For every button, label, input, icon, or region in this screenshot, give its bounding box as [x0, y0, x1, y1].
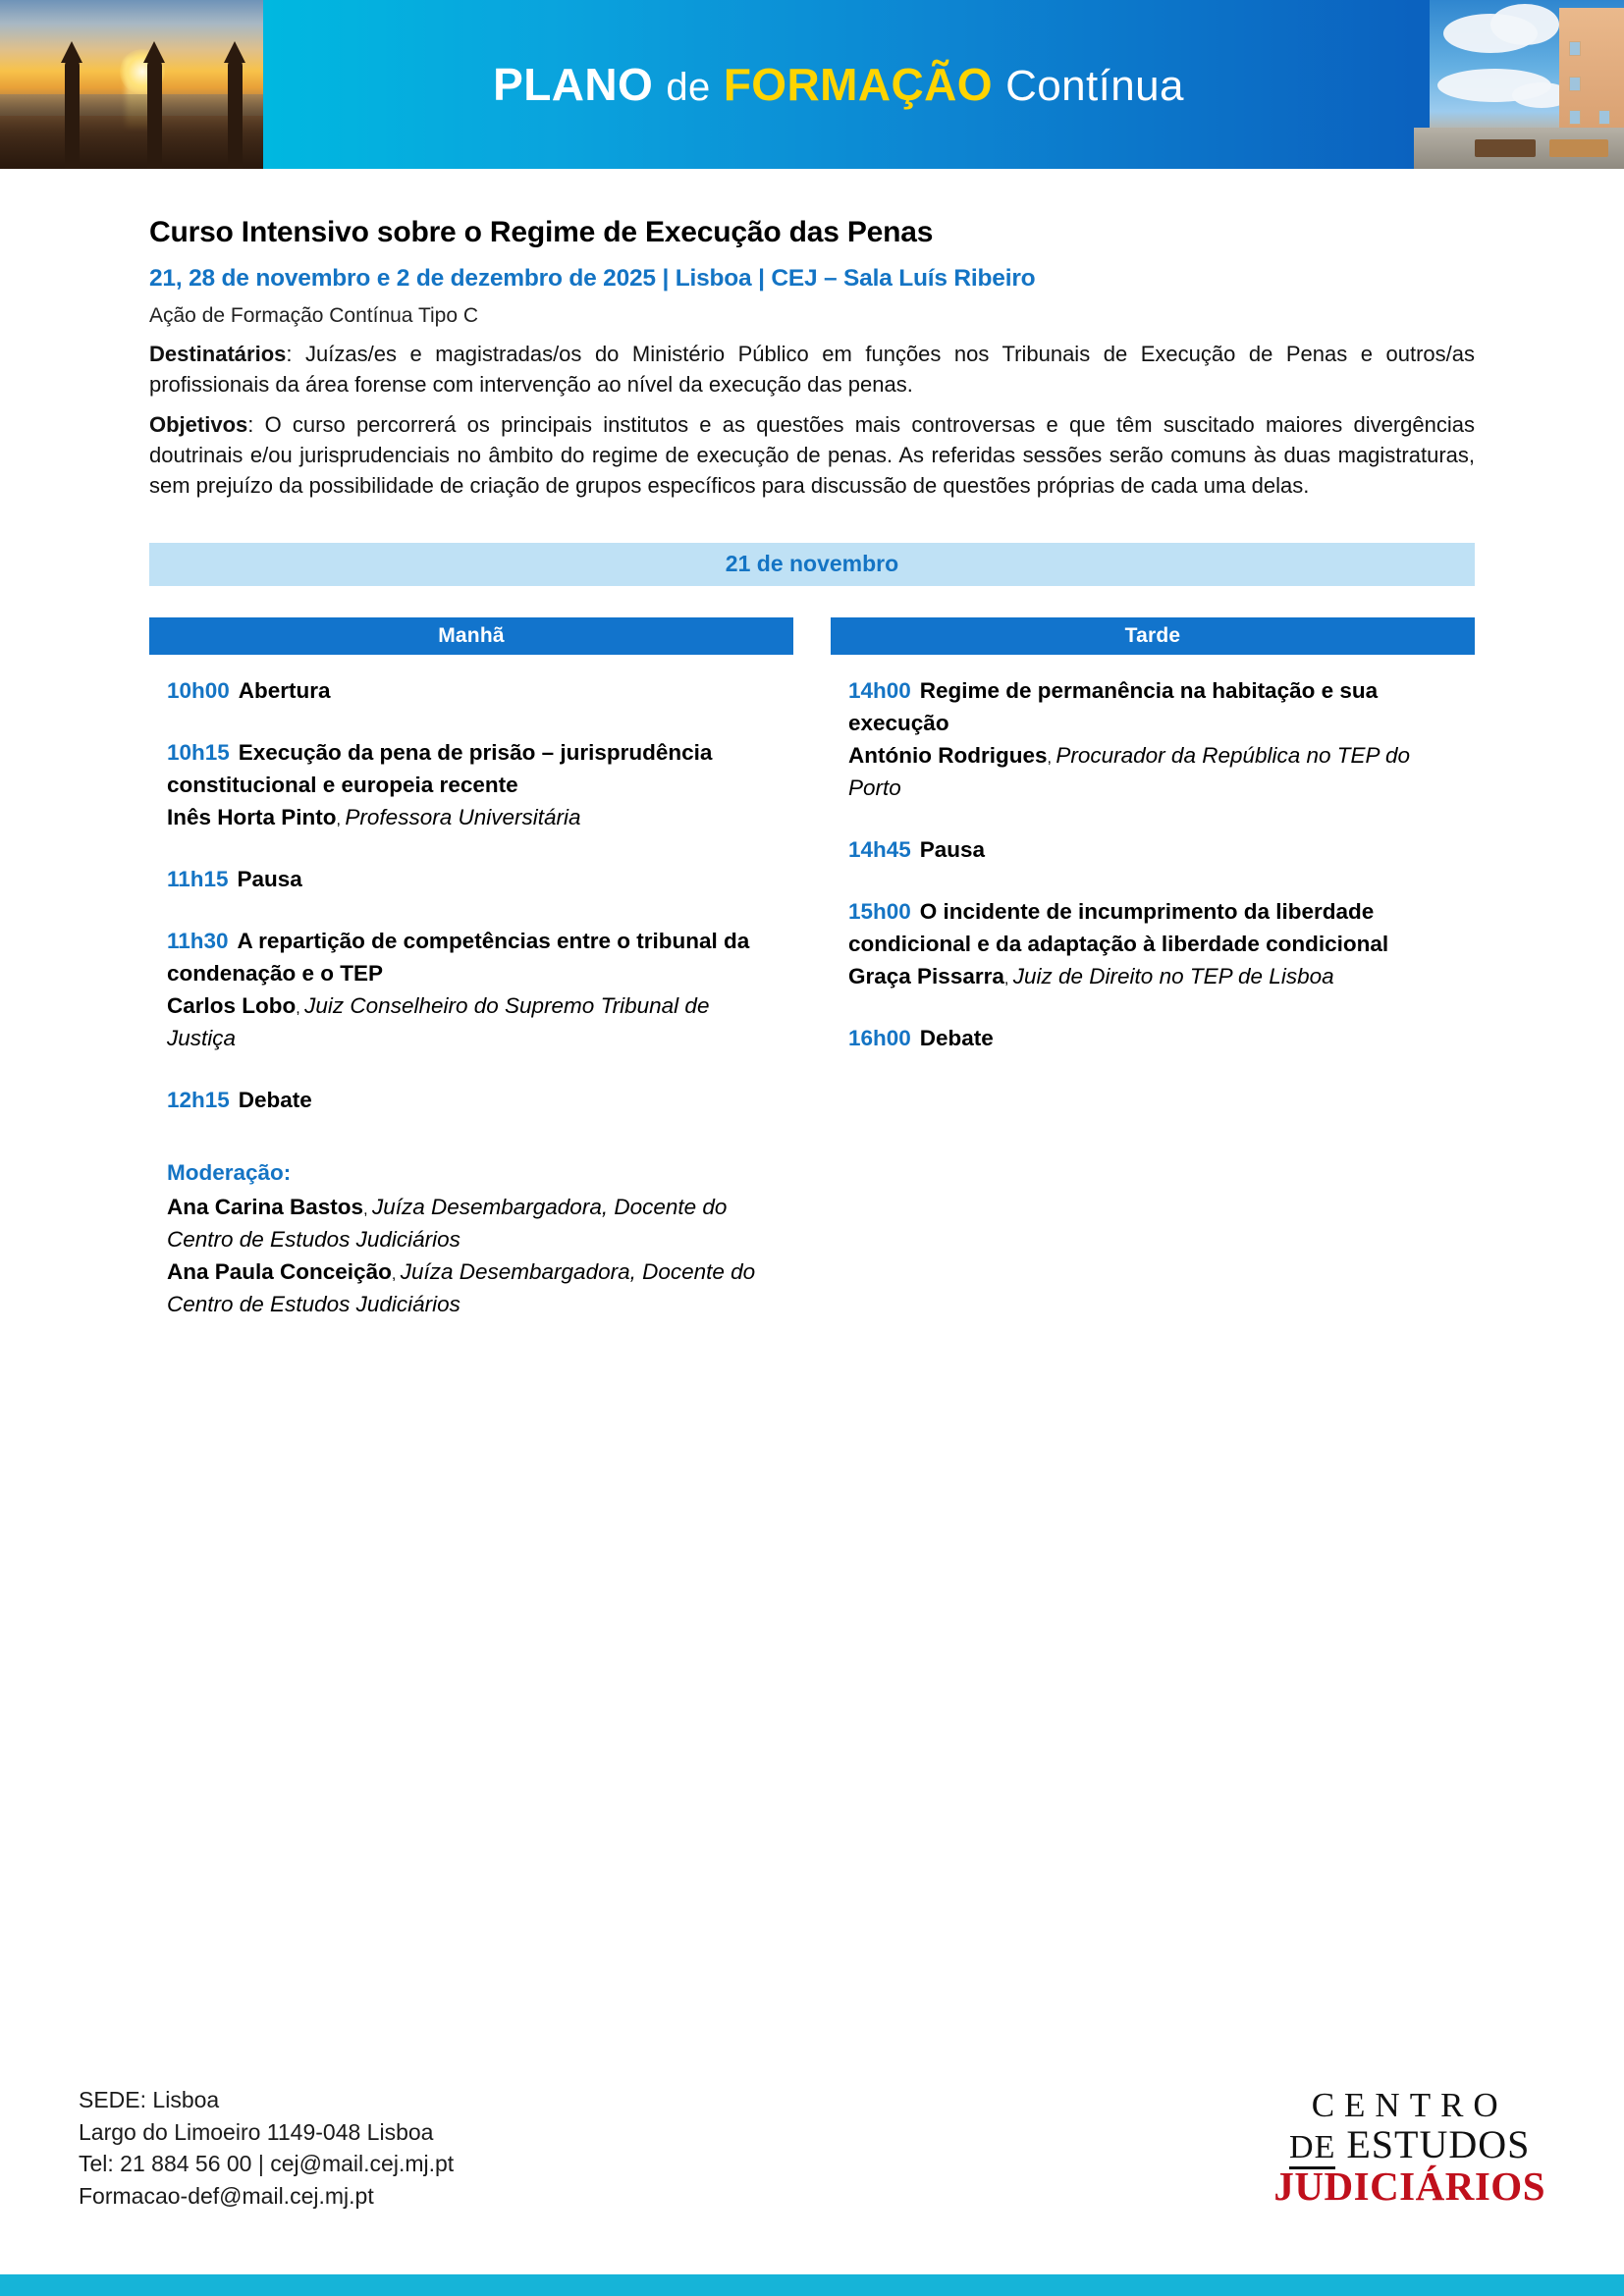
bench-decor: [1549, 139, 1608, 157]
date-band-label: 21 de novembro: [725, 551, 899, 577]
entry-title: O incidente de incumprimento da liberdade condicional e da adaptação à liberdade condicional: [848, 899, 1389, 957]
railing-spike: [147, 59, 162, 169]
entry-time: 15h00: [848, 899, 911, 925]
entry-title: Pausa: [919, 837, 985, 863]
window-decor: [1569, 41, 1581, 56]
schedule-columns: [149, 617, 1475, 1320]
banner-word-formacao: FORMAÇÃO: [723, 59, 993, 110]
window-decor: [1569, 77, 1581, 91]
logo-word-estudos: ESTUDOS: [1346, 2121, 1531, 2166]
column-body-manha: [149, 655, 793, 1320]
document-content: [0, 169, 1624, 1320]
entry-speaker: Carlos Lobo: [167, 993, 297, 1019]
moderator-name: Ana Paula Conceição: [167, 1258, 392, 1284]
entry-role: Juiz Conselheiro do Supremo Tribunal de Justiça: [167, 993, 710, 1051]
banner-title: [493, 58, 1184, 111]
entry-role: Procurador da República no TEP do Porto: [848, 743, 1411, 801]
destinatarios-label: Destinatários: [149, 341, 287, 366]
entry-title: Debate: [919, 1026, 994, 1051]
cloud-decor: [1490, 4, 1559, 45]
entry-speaker: Graça Pissarra: [848, 964, 1004, 989]
entry-role: Professora Universitária: [345, 805, 581, 830]
banner-title-area: [263, 0, 1414, 169]
moderator: Ana Paula Conceição, Juíza Desembargadora, Docente do Centro de Estudos Judiciários: [167, 1258, 756, 1316]
entry-time: 14h45: [848, 837, 911, 863]
schedule-entry: 10h15 Execução da pena de prisão – jurisprudência constitucional e europeia recente Inês Horta Pinto, Professora Universitária: [167, 739, 713, 830]
destinatarios-paragraph: [149, 339, 1475, 400]
cej-logo: [1273, 2084, 1545, 2208]
entry-time: 10h00: [167, 677, 230, 703]
entry-time: 11h30: [167, 929, 229, 954]
entry-role: Juiz de Direito no TEP de Lisboa: [1012, 964, 1334, 989]
entry-time: 14h00: [848, 677, 911, 703]
banner-word-plano: PLANO: [493, 59, 654, 110]
entry-title: Execução da pena de prisão – jurisprudência constitucional e europeia recente: [167, 739, 713, 798]
railing-spike: [65, 59, 80, 169]
objetivos-label: Objetivos: [149, 411, 248, 437]
logo-line-centro: CENTRO: [1311, 2086, 1508, 2124]
course-meta: 21, 28 de novembro e 2 de dezembro de 2025 | Lisboa | CEJ – Sala Luís Ribeiro: [149, 264, 1036, 292]
logo-line-judiciarios: JUDICIÁRIOS: [1273, 2163, 1545, 2209]
entry-title: Regime de permanência na habitação e sua execução: [848, 677, 1379, 735]
schedule-column-tarde: [831, 617, 1475, 1320]
schedule-entry: [167, 1084, 776, 1116]
footer-line: SEDE: Lisboa: [79, 2087, 220, 2112]
schedule-entry: [167, 863, 776, 895]
window-decor: [1598, 110, 1610, 125]
footer-contact-info: [79, 2084, 454, 2213]
moderation-label: Moderação:: [167, 1159, 292, 1185]
schedule-entry: 11h30 A repartição de competências entre o tribunal da condenação e o TEP Carlos Lobo, Juiz Conselheiro do Supremo Tribunal de Justiça: [167, 929, 750, 1051]
logo-word-de: DE: [1289, 2129, 1335, 2169]
objetivos-paragraph: [149, 409, 1475, 502]
entry-time: 16h00: [848, 1026, 911, 1051]
column-header-manha: [149, 617, 793, 655]
column-body-tarde: [831, 655, 1475, 1055]
window-decor: [1569, 110, 1581, 125]
railing-decor: [0, 94, 263, 169]
bench-decor: [1475, 139, 1536, 157]
destinatarios-text: : Juízas/es e magistradas/os do Ministério Público em funções nos Tribunais de Execução de Penas e outros/as profissionais da área forense com intervenção ao nível da execução das penas.: [149, 341, 1475, 398]
logo-line-de-estudos: [1273, 2121, 1545, 2166]
schedule-column-manha: [149, 617, 793, 1320]
building-decor: [1559, 8, 1624, 133]
date-band: [149, 543, 1475, 586]
schedule-entry: [848, 1022, 1457, 1054]
page-title: Curso Intensivo sobre o Regime de Execução das Penas: [149, 216, 934, 248]
footer-line: Largo do Limoeiro 1149-048 Lisboa: [79, 2118, 434, 2145]
page-footer: [0, 2068, 1624, 2296]
schedule-entry: [167, 674, 776, 707]
moderator-role: Juíza Desembargadora, Docente do Centro de Estudos Judiciários: [167, 1194, 728, 1252]
entry-title: Abertura: [238, 677, 331, 703]
moderator-role: Juíza Desembargadora, Docente do Centro de Estudos Judiciários: [167, 1258, 756, 1316]
column-header-tarde: [831, 617, 1475, 655]
entry-speaker: António Rodrigues: [848, 743, 1048, 769]
railing-spike: [228, 59, 243, 169]
entry-title: A repartição de competências entre o tribunal da condenação e o TEP: [167, 929, 750, 987]
footer-line: Tel: 21 884 56 00 | cej@mail.cej.mj.pt: [79, 2151, 455, 2177]
building-photo: [1414, 0, 1624, 169]
header-banner: [0, 0, 1624, 169]
moderator: Ana Carina Bastos, Juíza Desembargadora, Docente do Centro de Estudos Judiciários: [167, 1194, 728, 1252]
footer-line: Formacao-def@mail.cej.mj.pt: [79, 2182, 374, 2209]
moderation-block: [167, 1156, 776, 1320]
column-header-label: Tarde: [1124, 623, 1181, 647]
entry-time: 11h15: [167, 867, 229, 892]
banner-word-de: de: [666, 66, 711, 109]
schedule-entry: 15h00 O incidente de incumprimento da liberdade condicional e da adaptação à liberdade condicional Graça Pissarra, Juiz de Direito no TEP de Lisboa: [848, 899, 1389, 989]
entry-time: 10h15: [167, 739, 230, 765]
entry-time: 12h15: [167, 1088, 230, 1113]
footer-accent-bar: [0, 2274, 1624, 2296]
schedule-entry: 14h00 Regime de permanência na habitação e sua execução António Rodrigues, Procurador da República no TEP do Porto: [848, 677, 1411, 801]
entry-title: Debate: [238, 1088, 312, 1113]
intro-block: [0, 214, 1624, 502]
course-type: Ação de Formação Contínua Tipo C: [149, 304, 479, 328]
moderator-name: Ana Carina Bastos: [167, 1194, 364, 1219]
entry-title: Pausa: [237, 867, 302, 892]
objetivos-text: : O curso percorrerá os principais institutos e as questões mais controversas e que têm suscitado maiores divergências doutrinais e/ou jurisprudenciais no âmbito do regime de execução de penas. As referidas sessões serão comuns às duas magistraturas, sem prejuízo da possibilidade de criação de grupos específicos para discussão de questões próprias de cada uma delas.: [149, 411, 1475, 499]
schedule-entry: [848, 833, 1457, 866]
sunset-photo: [0, 0, 263, 169]
banner-word-continua: Contínua: [1005, 62, 1184, 110]
entry-speaker: Inês Horta Pinto: [167, 805, 337, 830]
column-header-label: Manhã: [438, 623, 505, 647]
